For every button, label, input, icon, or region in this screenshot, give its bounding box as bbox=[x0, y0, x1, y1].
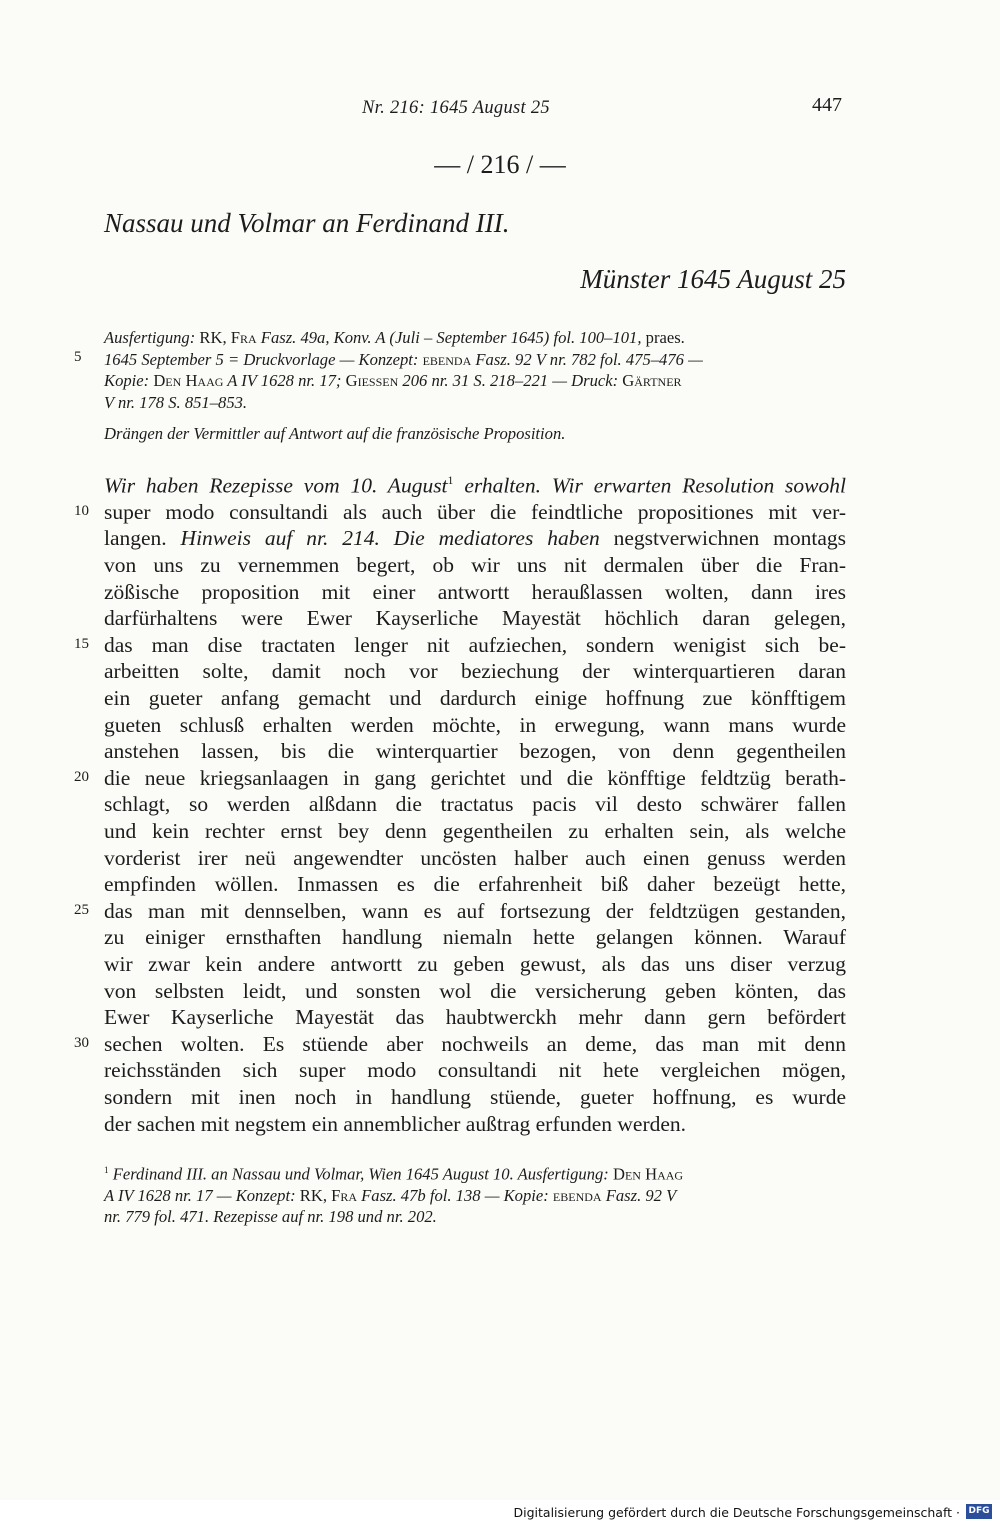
body-line: ein gueter anfang gemacht und dardurch einige hoffnung zue könfftigem bbox=[104, 686, 846, 711]
document-place-date: Münster 1645 August 25 bbox=[580, 264, 846, 294]
body-line: wir zwar kein andere antwortt zu geben gewust, als das uns diser verzug bbox=[104, 951, 846, 976]
body-line: das man dise tractaten lenger nit aufziechen, sondern wenigist sich be- bbox=[104, 632, 846, 657]
document-number: — / 216 / — bbox=[434, 150, 566, 179]
footnote bbox=[104, 1160, 846, 1228]
line-number-15: 15 bbox=[74, 636, 89, 652]
document-title: Nassau und Volmar an Ferdinand III. bbox=[104, 208, 510, 238]
meta-line: 1645 September 5 = Druckvorlage — Konzept: ebenda Fasz. 92 V nr. 782 fol. 475–476 — bbox=[104, 349, 703, 369]
meta-line: V nr. 178 S. 851–853. bbox=[104, 392, 248, 412]
body-line: sondern mit inen noch in handlung stüende, gueter hoffnung, es wurde bbox=[104, 1084, 846, 1109]
meta-line: Kopie: Den Haag A IV 1628 nr. 17; Giessen 206 nr. 31 S. 218–221 — Druck: Gärtner bbox=[104, 371, 682, 390]
body-line: Wir haben Rezepisse vom 10. August$^1$ erhalten. Wir erwarten Resolution sowohl bbox=[104, 473, 846, 498]
funding-notice: Digitalisierung gefördert durch die Deutsche Forschungsgemeinschaft · bbox=[513, 1505, 960, 1520]
body-line: reichsständen sich super modo consultandi nit hete vergleichen mögen, bbox=[104, 1058, 846, 1083]
body-line: von selbsten leidt, und sonsten wol die versicherung geben könten, das bbox=[104, 978, 846, 1003]
footnote-line: $^1$ Ferdinand III. an Nassau und Volmar, Wien 1645 August 10. Ausfertigung: Den Haag bbox=[104, 1164, 684, 1184]
running-header: Nr. 216: 1645 August 25 bbox=[362, 98, 550, 118]
source-description bbox=[104, 327, 846, 413]
line-number-5: 5 bbox=[74, 349, 82, 365]
line-number-30: 30 bbox=[74, 1035, 89, 1051]
body-line: vorderist irer neü angewendter uncösten halber auch einen genuss werden bbox=[104, 845, 846, 870]
meta-line: Ausfertigung: RK, Fra Fasz. 49a, Konv. A (Juli – September 1645) fol. 100–101, praes. bbox=[104, 328, 685, 347]
body-line: arbeitten solte, damit noch vor beziechung der winterquartieren daran bbox=[104, 659, 846, 684]
footnote-line: A IV 1628 nr. 17 — Konzept: RK, Fra Fasz. 47b fol. 138 — Kopie: ebenda Fasz. 92 V bbox=[104, 1185, 677, 1205]
line-number-10: 10 bbox=[74, 503, 89, 519]
body-line: super modo consultandi als auch über die feindtliche propositiones mit ver- bbox=[104, 499, 846, 524]
body-line: anstehen lassen, bis die winterquartier bezogen, von denn gegentheilen bbox=[104, 739, 846, 764]
dfg-logo: DFG bbox=[966, 1504, 992, 1519]
body-line: gueten schlusß erhalten werden möchte, in erwegung, wann mans wurde bbox=[104, 712, 846, 737]
page-number: 447 bbox=[812, 94, 842, 116]
body-line: und kein rechter ernst bey denn gegentheilen zu erhalten sein, als welche bbox=[104, 818, 846, 843]
letter-body bbox=[104, 467, 846, 1137]
body-line: empfinden wöllen. Inmassen es die erfahrenheit biß daher bezeügt hette, bbox=[104, 872, 846, 897]
body-line: sechen wolten. Es stüende aber nochweils an deme, das man mit denn bbox=[104, 1031, 846, 1056]
body-line: zu einiger ernsthaften handlung niemaln hette gelangen können. Warauf bbox=[104, 925, 846, 950]
footnote-ref: 1 bbox=[447, 473, 454, 487]
body-line: die neue kriegsanlaagen in gang gerichtet und die könfftige feldtzüg berath- bbox=[104, 765, 846, 790]
footnote-line: nr. 779 fol. 471. Rezepisse auf nr. 198 und nr. 202. bbox=[104, 1207, 437, 1227]
body-line: schlagt, so werden alßdann die tractatus pacis vil desto schwärer fallen bbox=[104, 792, 846, 817]
body-line: von uns zu vernemmen begert, ob wir uns nit dermalen über die Fran- bbox=[104, 553, 846, 578]
line-number-25: 25 bbox=[74, 902, 89, 918]
body-line: langen. Hinweis auf nr. 214. Die mediatores haben negstverwichnen montags bbox=[104, 526, 847, 551]
line-number-20: 20 bbox=[74, 769, 89, 785]
document-summary: Drängen der Vermittler auf Antwort auf die französische Proposition. bbox=[104, 424, 566, 443]
body-line: das man mit dennselben, wann es auf fortsezung der feldtzügen gestanden, bbox=[104, 898, 846, 923]
footnote-marker: 1 bbox=[104, 1165, 109, 1175]
body-line: zößische proposition mit einer antwortt heraußlassen wolten, dann ires bbox=[104, 579, 846, 604]
body-line: Ewer Kayserliche Mayestät das haubtwerckh mehr dann gern befördert bbox=[104, 1005, 846, 1030]
body-line: darfürhaltens were Ewer Kayserliche Mayestät höchlich daran gelegen, bbox=[104, 606, 846, 631]
body-line: der sachen mit negstem ein annemblicher außtrag erfunden werden. bbox=[104, 1111, 687, 1136]
footer-bar bbox=[0, 1500, 1000, 1525]
